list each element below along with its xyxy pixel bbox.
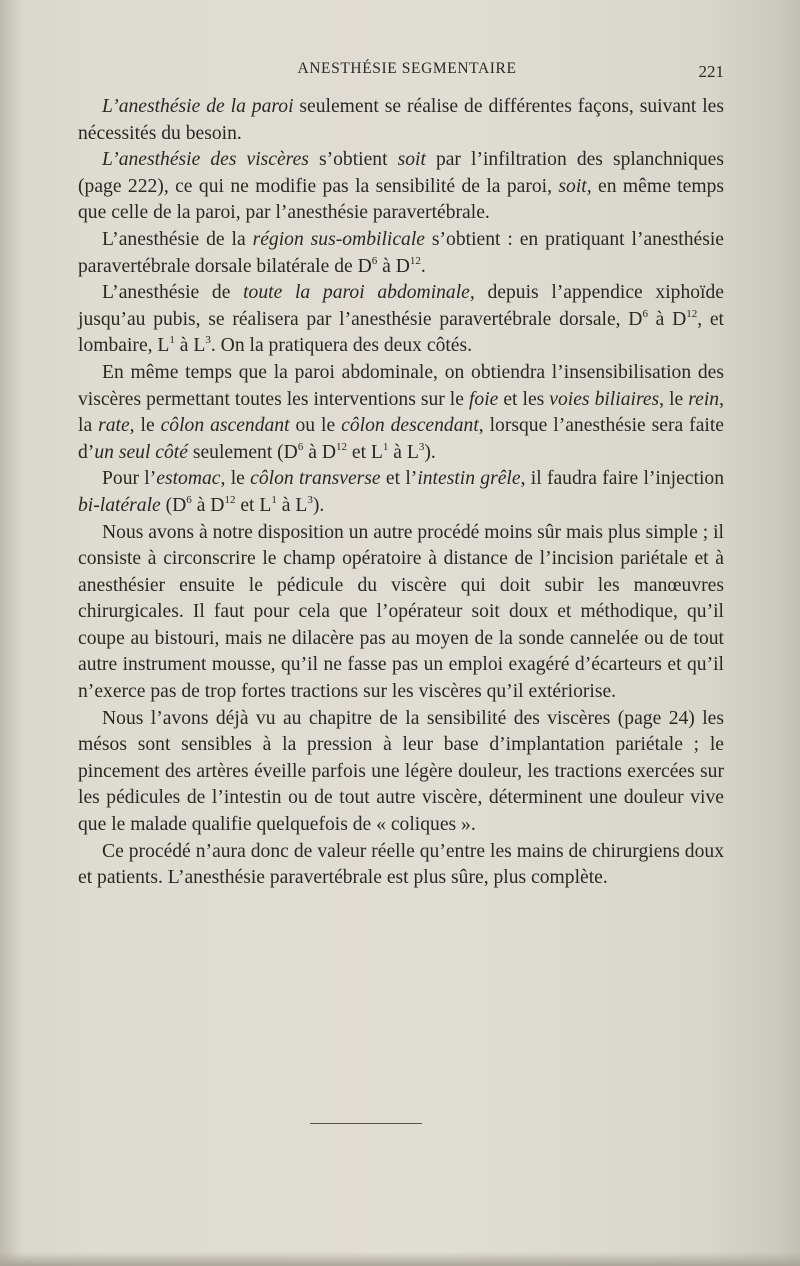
superscript: 6 <box>186 493 192 506</box>
italic-run: un seul côté <box>94 441 188 463</box>
text-run: à D <box>303 441 336 463</box>
paragraph <box>78 147 724 227</box>
paragraph <box>78 227 724 280</box>
italic-run: rate <box>98 415 130 437</box>
superscript: 12 <box>224 493 236 506</box>
italic-run: rein <box>688 388 720 410</box>
text-run: , le <box>220 468 251 490</box>
text-run: Nous avons à notre disposition un autre procédé moins sûr mais plus simple ; il consiste à circonscrire le champ opératoire à distance de l’incision pariétale et à anesthésier ensuite le pédicule du viscère qui doit subir les manœuvres chirurgicales. Il faut pour cela que l’opérateur soit doux et méthodique, qu’il coupe au bistouri, mais ne dilacère pas au moyen de la sonde cannelée ou de tout autre instrument mousse, qu’il ne fasse pas un emploi exagéré d’écarteurs et qu’il n’exerce pas de trop fortes tractions sur les viscères qu’il extériorise. <box>78 521 724 703</box>
text-run: , le <box>129 415 161 437</box>
text-run: en même temps que celle de la paroi, par l’anesthésie paravertébrale. <box>78 175 724 224</box>
text-run: depuis l’appendice xiphoïde jusqu’au pubis, se réalisera par l’anesthésie paravertébrale dorsale, D <box>78 282 724 330</box>
running-head <box>78 60 724 84</box>
italic-run: L’anesthésie de la paroi <box>102 96 294 117</box>
italic-run: L’anesthésie des viscères <box>102 149 309 171</box>
superscript: 12 <box>686 307 698 320</box>
text-run: Pour l’ <box>102 468 157 490</box>
text-run: à L <box>276 494 308 516</box>
italic-run: estomac <box>156 468 221 490</box>
text-run: s’obtient <box>308 149 398 171</box>
italic-run: voies biliaires <box>549 388 660 410</box>
italic-run: région sus-ombilicale <box>252 228 425 250</box>
text-run: et l’ <box>380 468 418 490</box>
text-run: , il faudra faire l’injection <box>520 468 724 490</box>
italic-run: toute la paroi abdominale, <box>243 282 475 304</box>
paragraph <box>78 706 724 839</box>
superscript: 1 <box>271 493 277 506</box>
superscript: 6 <box>371 254 378 267</box>
body-text <box>78 94 724 892</box>
italic-run: intestin grêle <box>417 468 521 490</box>
text-run: et les <box>498 388 550 410</box>
text-run: ). <box>312 494 325 516</box>
text-run: , lorsque l’anesthésie sera faite d’ <box>78 415 724 463</box>
paragraph <box>78 839 724 892</box>
italic-run: côlon ascendant <box>160 415 290 437</box>
text-run: ). <box>424 441 436 463</box>
text-run: , et lombaire, L <box>78 308 724 357</box>
text-run: à D <box>191 494 225 516</box>
text-run: . <box>420 255 426 277</box>
text-run: ou le <box>289 415 342 437</box>
italic-run: bi-latérale <box>78 494 161 516</box>
text-run: Nous l’avons déjà vu au chapitre de la sensibilité des viscères (page 24) les mésos sont sensibles à la pression à leur base d’implantation pariétale ; le pincement des artères éveille parfois une légère douleur, les tractions exercées sur les pédicules de l’intestin ou de tout autre viscère, déterminent une douleur vive que le malade qualifie quelquefois de « coliques ». <box>78 707 724 836</box>
closing-rule <box>310 1123 422 1124</box>
italic-run: côlon transverse <box>250 468 381 490</box>
italic-run: côlon descendant <box>341 415 479 437</box>
text-run: seulement se réalise de différentes façons, suivant les nécessités du besoin. <box>78 96 724 144</box>
superscript: 1 <box>382 440 389 453</box>
text-run: L’anesthésie de la <box>102 228 253 250</box>
page-bottom-edge-shadow <box>0 1252 800 1266</box>
text-run: , la <box>78 388 724 437</box>
paragraph <box>78 520 724 706</box>
text-run: seulement (D <box>187 441 298 463</box>
superscript: 6 <box>642 307 648 320</box>
text-run: et L <box>347 441 383 463</box>
superscript: 3 <box>205 334 211 347</box>
page-left-edge-shadow <box>0 0 22 1266</box>
text-run: (D <box>160 494 187 516</box>
superscript: 12 <box>336 440 347 453</box>
text-run: par l’infiltration des splanchniques (page 222), ce qui ne modifie pas la sensibilité de la paroi, <box>78 149 724 197</box>
text-run: L’anesthésie de <box>102 282 244 304</box>
superscript: 6 <box>297 440 304 453</box>
page-number: 221 <box>698 62 724 81</box>
text-run: Ce procédé n’aura donc de valeur réelle qu’entre les mains de chirurgiens doux et patients. L’anesthésie paravertébrale est plus sûre, plus complète. <box>78 840 724 889</box>
text-run: s’obtient : en pratiquant l’anesthésie paravertébrale dorsale bilatérale de D <box>78 228 724 277</box>
italic-run: foie <box>468 388 499 410</box>
text-run: à D <box>377 255 410 277</box>
italic-run: soit <box>397 149 426 171</box>
page-right-edge-shadow <box>782 0 800 1266</box>
text-run: et L <box>235 494 272 516</box>
text-run: . On la pratiquera des deux côtés. <box>210 335 473 357</box>
text-run: à L <box>388 441 419 463</box>
text-run: , le <box>659 388 689 410</box>
superscript: 3 <box>307 493 313 506</box>
running-title: ANESTHÉSIE SEGMENTAIRE <box>297 60 517 77</box>
superscript: 3 <box>418 440 425 453</box>
paragraph <box>78 94 724 147</box>
paragraph <box>78 360 724 466</box>
text-run: En même temps que la paroi abdominale, on obtiendra l’insensibilisation des viscères permettant toutes les interventions sur le <box>78 361 724 410</box>
italic-run: soit, <box>558 175 592 197</box>
paragraph <box>78 466 724 519</box>
superscript: 1 <box>169 334 175 347</box>
text-run: à D <box>647 308 687 330</box>
text-run: à L <box>174 335 206 357</box>
paragraph <box>78 280 724 360</box>
superscript: 12 <box>409 254 421 267</box>
